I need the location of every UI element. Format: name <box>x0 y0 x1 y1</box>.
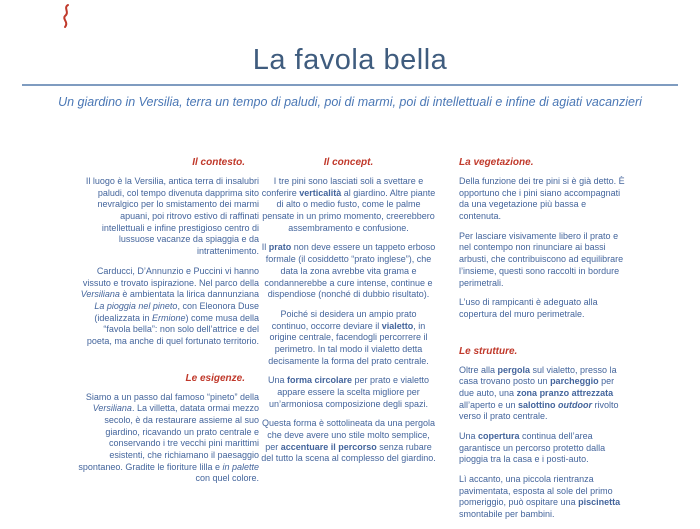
paragraph: Siamo a un passo dal famoso “pineto” della Versiliana. La villetta, datata ormai mezzo secolo, è da restaurare assieme al suo giardino, ricavando un prato centrale e conservando i tre vecchi pini marittimi esistenti, che richiamano il paesaggio spontaneo. Gradite le fioriture lilla e in palette con quel colore. <box>78 391 259 484</box>
section-heading: Il contesto. <box>192 157 245 168</box>
red-corner-mark-icon <box>60 3 74 29</box>
section-heading: Le strutture. <box>459 345 518 357</box>
paragraph: Il prato non deve essere un tappeto erboso formale (il cosiddetto “prato inglese”), che data la zona avrebbe vita grama e condannerebbe a cure intense, continue e dispendiose (nonché di dubbio risultato). <box>261 242 436 300</box>
paragraph: Lì accanto, una piccola rientranza pavimentata, esposta al sole del primo pomeriggio, può ospitare una piscinetta smontabile per bambini. <box>459 474 621 520</box>
paragraph: Carducci, D’Annunzio e Puccini vi hanno vissuto e trovato ispirazione. Nel parco della Versiliana è ambientata la lirica dannunziana La pioggia nel pineto, con Eleonora Duse (idealizzata in Ermione) come musa della “favola bella”: non solo dell’attrice e del poeta, ma anche di quel fortunato territorio. <box>80 265 259 346</box>
paragraph: Una forma circolare per prato e vialetto appare essere la scelta migliore per un’armoniosa composizione degli spazi. <box>267 375 430 409</box>
paragraph: Il luogo è la Versilia, antica terra di insalubri paludi, col tempo divenuta dapprima sito nevralgico per lo smistamento dei marmi apuani, poi ritrovo estivo di raffinati intellettuali e infine prestigioso centro di lussuose vacanze da spiaggia e da intrattenimento. <box>85 176 259 257</box>
page-subtitle: Un giardino in Versilia, terra un tempo di paludi, poi di marmi, poi di intellettuali e infine di agiati vacanzieri <box>58 95 642 109</box>
paragraph: Della funzione dei tre pini si è già detto. È opportuno che i pini siano accompagnati da una vegetazione più bassa e contenuta. <box>459 176 625 222</box>
page-title: La favola bella <box>252 44 448 76</box>
section-heading: Le esigenze. <box>185 372 245 384</box>
paragraph: L’uso di rampicanti è adeguato alla copertura del muro perimetrale. <box>459 297 598 319</box>
column-concept <box>261 156 436 473</box>
paragraph: I tre pini sono lasciati soli a svettare e conferire verticalità al giardino. Altre piante di alto o medio fusto, come le palme pensate in un primo momento, creerebbero assembramento e confusione. <box>261 176 436 233</box>
column-vegetation <box>459 156 627 529</box>
paragraph: Questa forma è sottolineata da una pergola che deve avere uno stile molto semplice, per accentuare il percorso senza rubare del tutto la scena al complesso del giardino. <box>261 418 436 464</box>
column-context <box>78 156 259 493</box>
paragraph: Oltre alla pergola sul vialetto, presso la casa trovano posto un parcheggio per due auto, una zona pranzo attrezzata all’aperto e un salottino outdoor rivolto verso il prato centrale. <box>459 364 619 422</box>
title-rule <box>22 84 678 86</box>
paragraph: Una copertura continua dell’area garantisce un percorso protetto dalla pioggia tra la casa e i posti-auto. <box>459 431 606 465</box>
section-heading: La vegetazione. <box>459 157 534 168</box>
paragraph: Poiché si desidera un ampio prato continuo, occorre deviare il vialetto, in origine centrale, facendogli percorrere il perimetro. In tal modo il vialetto detta decisamente la forma del prato centrale. <box>268 308 429 366</box>
section-heading: Il concept. <box>323 157 374 168</box>
paragraph: Per lasciare visivamente libero il prato e nel contempo non rinunciare ai bassi arbusti, che contribuiscono ad equilibrare l’insieme, questi sono raccolti in bordure perimetrali. <box>459 230 624 288</box>
